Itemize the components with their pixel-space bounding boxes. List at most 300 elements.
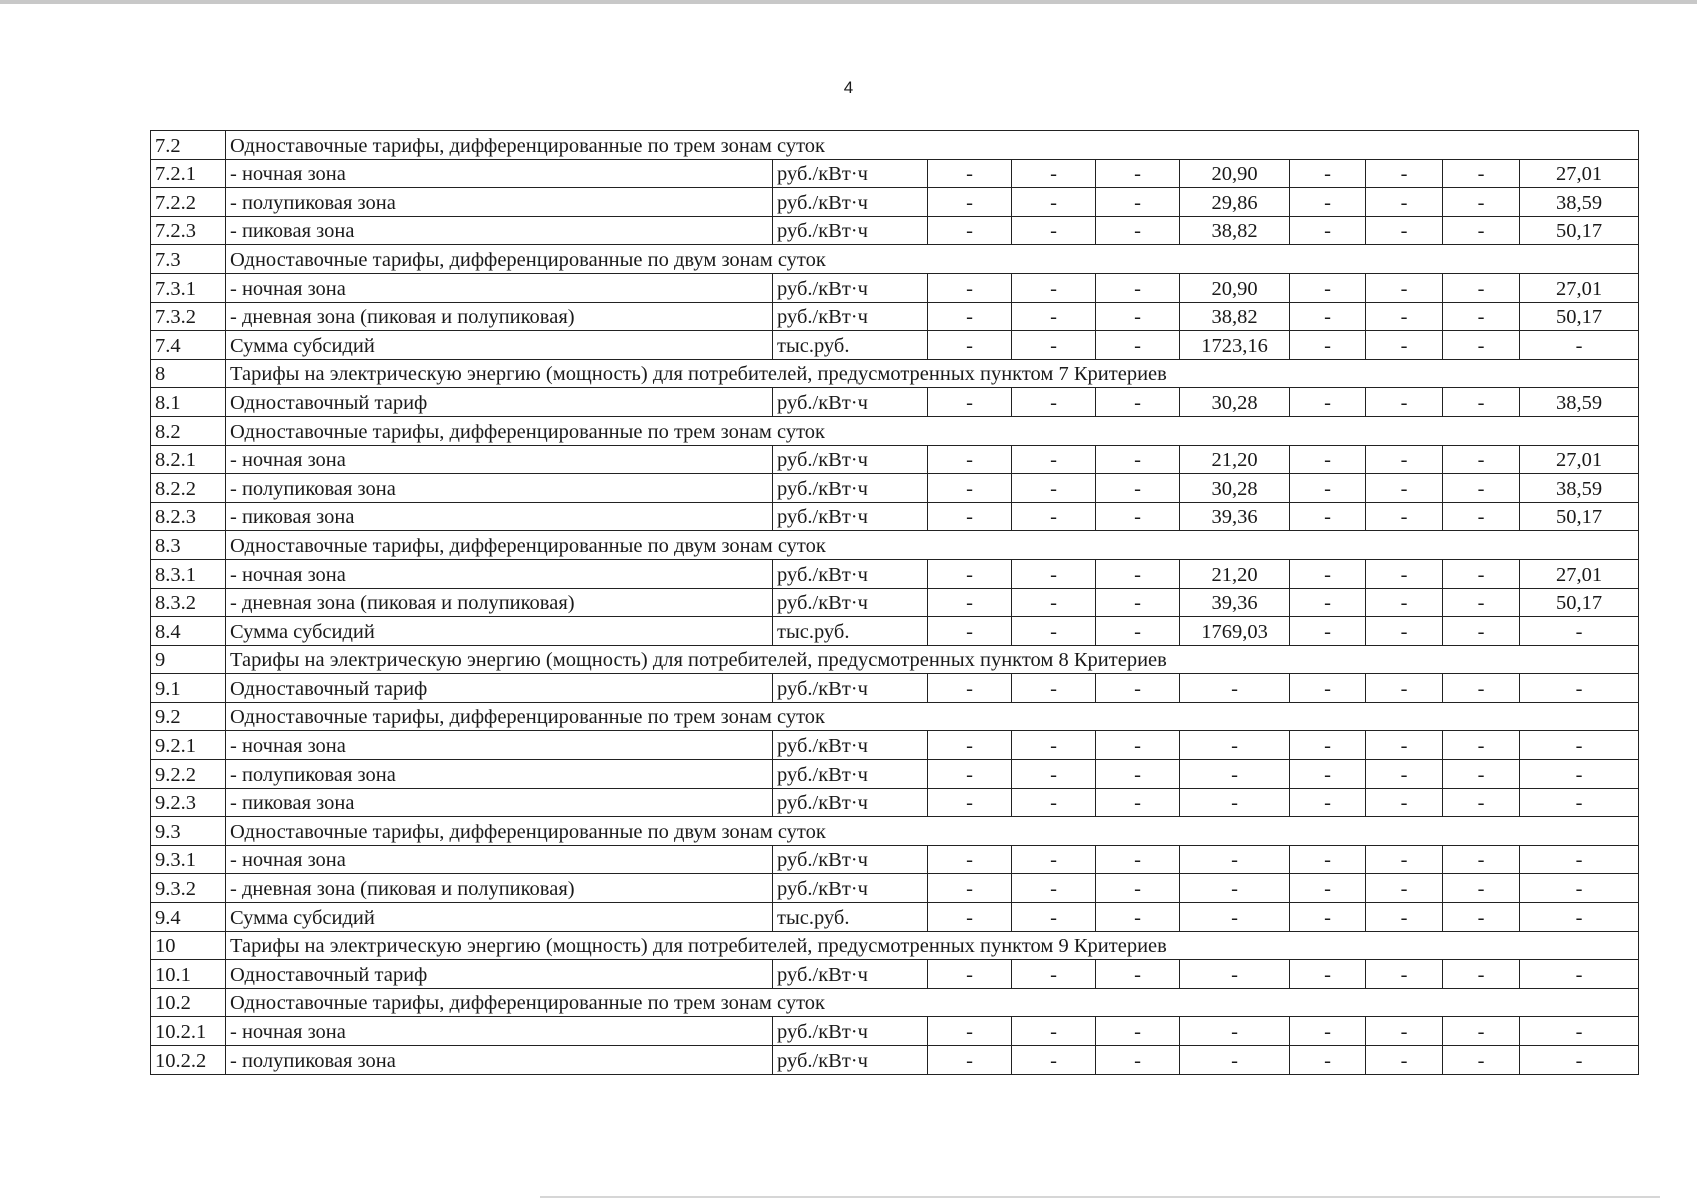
table-row bbox=[151, 188, 1639, 217]
value-cell: - bbox=[1443, 617, 1520, 646]
table-row bbox=[151, 903, 1639, 932]
value-cell: - bbox=[1290, 445, 1366, 474]
row-label: - полупиковая зона bbox=[226, 760, 773, 789]
value-cell: - bbox=[1290, 159, 1366, 188]
table-row bbox=[151, 273, 1639, 302]
value-cell: - bbox=[1096, 559, 1180, 588]
value-cell: - bbox=[928, 273, 1012, 302]
value-cell: - bbox=[1012, 273, 1096, 302]
value-cell: - bbox=[1443, 559, 1520, 588]
unit-cell: руб./кВт·ч bbox=[773, 788, 928, 817]
section-title: Одноставочные тарифы, дифференцированные по трем зонам суток bbox=[226, 416, 1639, 445]
value-cell: - bbox=[1290, 331, 1366, 360]
value-cell: 29,86 bbox=[1180, 188, 1290, 217]
row-number: 8.2.3 bbox=[151, 502, 226, 531]
value-cell: 27,01 bbox=[1520, 159, 1639, 188]
value-cell: 21,20 bbox=[1180, 445, 1290, 474]
value-cell: - bbox=[1290, 617, 1366, 646]
row-label: - пиковая зона bbox=[226, 502, 773, 531]
value-cell: - bbox=[1096, 445, 1180, 474]
value-cell: - bbox=[1520, 1017, 1639, 1046]
value-cell: - bbox=[1366, 1046, 1443, 1075]
row-number: 9.2.2 bbox=[151, 760, 226, 789]
row-number: 7.4 bbox=[151, 331, 226, 360]
value-cell: 38,59 bbox=[1520, 474, 1639, 503]
value-cell: 38,82 bbox=[1180, 216, 1290, 245]
unit-cell: руб./кВт·ч bbox=[773, 674, 928, 703]
section-row bbox=[151, 531, 1639, 560]
value-cell: - bbox=[1520, 1046, 1639, 1075]
value-cell: - bbox=[1290, 874, 1366, 903]
value-cell: - bbox=[928, 1046, 1012, 1075]
value-cell: - bbox=[1096, 845, 1180, 874]
value-cell: - bbox=[1096, 474, 1180, 503]
table-row bbox=[151, 731, 1639, 760]
row-label: - ночная зона bbox=[226, 559, 773, 588]
row-label: - пиковая зона bbox=[226, 216, 773, 245]
tariff-table bbox=[150, 130, 1639, 1075]
value-cell: - bbox=[1443, 1046, 1520, 1075]
value-cell: 39,36 bbox=[1180, 502, 1290, 531]
row-number: 7.3.2 bbox=[151, 302, 226, 331]
row-number: 8.4 bbox=[151, 617, 226, 646]
value-cell: 38,59 bbox=[1520, 188, 1639, 217]
value-cell: - bbox=[1366, 502, 1443, 531]
value-cell: - bbox=[1290, 388, 1366, 417]
unit-cell: тыс.руб. bbox=[773, 617, 928, 646]
row-number: 8.3.2 bbox=[151, 588, 226, 617]
table-row bbox=[151, 388, 1639, 417]
value-cell: - bbox=[1096, 674, 1180, 703]
section-title: Тарифы на электрическую энергию (мощность) для потребителей, предусмотренных пунктом 7 Критериев bbox=[226, 359, 1639, 388]
row-number: 9.3 bbox=[151, 817, 226, 846]
row-number: 7.2.3 bbox=[151, 216, 226, 245]
value-cell: - bbox=[1012, 216, 1096, 245]
value-cell: - bbox=[1290, 302, 1366, 331]
value-cell: - bbox=[1443, 159, 1520, 188]
row-label: - ночная зона bbox=[226, 445, 773, 474]
value-cell: - bbox=[928, 188, 1012, 217]
value-cell: - bbox=[1366, 388, 1443, 417]
table-row bbox=[151, 617, 1639, 646]
table-row bbox=[151, 559, 1639, 588]
value-cell: - bbox=[1520, 845, 1639, 874]
value-cell: - bbox=[1180, 874, 1290, 903]
value-cell: - bbox=[1180, 845, 1290, 874]
value-cell: - bbox=[1443, 302, 1520, 331]
value-cell: - bbox=[1290, 1046, 1366, 1075]
row-label: Одноставочный тариф bbox=[226, 674, 773, 703]
section-row bbox=[151, 245, 1639, 274]
value-cell: - bbox=[1366, 903, 1443, 932]
value-cell: - bbox=[928, 588, 1012, 617]
value-cell: - bbox=[928, 388, 1012, 417]
value-cell: - bbox=[1096, 331, 1180, 360]
value-cell: - bbox=[1290, 1017, 1366, 1046]
value-cell: - bbox=[1290, 674, 1366, 703]
row-label: Сумма субсидий bbox=[226, 617, 773, 646]
section-title: Одноставочные тарифы, дифференцированные по трем зонам суток bbox=[226, 131, 1639, 160]
unit-cell: руб./кВт·ч bbox=[773, 960, 928, 989]
value-cell: - bbox=[1180, 1046, 1290, 1075]
section-title: Одноставочные тарифы, дифференцированные по двум зонам суток bbox=[226, 531, 1639, 560]
row-label: - ночная зона bbox=[226, 731, 773, 760]
table-row bbox=[151, 960, 1639, 989]
value-cell: - bbox=[1443, 874, 1520, 903]
value-cell: - bbox=[928, 760, 1012, 789]
value-cell: - bbox=[1290, 903, 1366, 932]
value-cell: - bbox=[1366, 302, 1443, 331]
row-number: 10.1 bbox=[151, 960, 226, 989]
value-cell: - bbox=[928, 559, 1012, 588]
value-cell: - bbox=[1366, 960, 1443, 989]
value-cell: - bbox=[1096, 302, 1180, 331]
value-cell: - bbox=[1096, 760, 1180, 789]
value-cell: - bbox=[1290, 845, 1366, 874]
row-number: 10.2.2 bbox=[151, 1046, 226, 1075]
row-number: 10.2 bbox=[151, 988, 226, 1017]
table-row bbox=[151, 502, 1639, 531]
value-cell: - bbox=[1290, 960, 1366, 989]
row-label: Сумма субсидий bbox=[226, 903, 773, 932]
value-cell: - bbox=[1012, 617, 1096, 646]
value-cell: - bbox=[1012, 845, 1096, 874]
value-cell: - bbox=[1012, 674, 1096, 703]
value-cell: - bbox=[1366, 188, 1443, 217]
value-cell: - bbox=[1520, 874, 1639, 903]
section-row bbox=[151, 359, 1639, 388]
row-number: 7.2.1 bbox=[151, 159, 226, 188]
value-cell: - bbox=[1180, 760, 1290, 789]
value-cell: - bbox=[928, 960, 1012, 989]
value-cell: - bbox=[1520, 960, 1639, 989]
value-cell: - bbox=[1520, 760, 1639, 789]
unit-cell: руб./кВт·ч bbox=[773, 302, 928, 331]
value-cell: - bbox=[1096, 588, 1180, 617]
value-cell: - bbox=[1012, 760, 1096, 789]
value-cell: 39,36 bbox=[1180, 588, 1290, 617]
value-cell: - bbox=[1443, 760, 1520, 789]
value-cell: - bbox=[1366, 1017, 1443, 1046]
value-cell: - bbox=[1012, 788, 1096, 817]
value-cell: - bbox=[1290, 559, 1366, 588]
value-cell: 50,17 bbox=[1520, 302, 1639, 331]
value-cell: 30,28 bbox=[1180, 388, 1290, 417]
table-row bbox=[151, 474, 1639, 503]
row-number: 7.3.1 bbox=[151, 273, 226, 302]
section-title: Одноставочные тарифы, дифференцированные по двум зонам суток bbox=[226, 817, 1639, 846]
unit-cell: руб./кВт·ч bbox=[773, 588, 928, 617]
value-cell: - bbox=[1443, 273, 1520, 302]
value-cell: - bbox=[1290, 188, 1366, 217]
value-cell: - bbox=[1366, 474, 1443, 503]
row-label: - дневная зона (пиковая и полупиковая) bbox=[226, 874, 773, 903]
value-cell: - bbox=[1443, 445, 1520, 474]
unit-cell: руб./кВт·ч bbox=[773, 1046, 928, 1075]
value-cell: - bbox=[1290, 216, 1366, 245]
section-row bbox=[151, 702, 1639, 731]
table-row bbox=[151, 874, 1639, 903]
unit-cell: руб./кВт·ч bbox=[773, 559, 928, 588]
row-label: - полупиковая зона bbox=[226, 188, 773, 217]
value-cell: - bbox=[928, 874, 1012, 903]
section-title: Тарифы на электрическую энергию (мощность) для потребителей, предусмотренных пунктом 9 Критериев bbox=[226, 931, 1639, 960]
value-cell: - bbox=[1096, 788, 1180, 817]
row-number: 9.3.2 bbox=[151, 874, 226, 903]
value-cell: - bbox=[1290, 731, 1366, 760]
row-label: - полупиковая зона bbox=[226, 1046, 773, 1075]
row-number: 9.4 bbox=[151, 903, 226, 932]
tariff-table-body bbox=[151, 131, 1639, 1075]
section-row bbox=[151, 645, 1639, 674]
value-cell: - bbox=[1290, 788, 1366, 817]
row-label: - ночная зона bbox=[226, 273, 773, 302]
unit-cell: руб./кВт·ч bbox=[773, 159, 928, 188]
table-row bbox=[151, 845, 1639, 874]
row-number: 9.2 bbox=[151, 702, 226, 731]
value-cell: - bbox=[1012, 502, 1096, 531]
value-cell: - bbox=[1443, 331, 1520, 360]
row-number: 7.2.2 bbox=[151, 188, 226, 217]
row-label: - полупиковая зона bbox=[226, 474, 773, 503]
value-cell: - bbox=[1012, 302, 1096, 331]
value-cell: - bbox=[928, 331, 1012, 360]
section-row bbox=[151, 416, 1639, 445]
value-cell: - bbox=[928, 216, 1012, 245]
value-cell: - bbox=[928, 788, 1012, 817]
value-cell: 21,20 bbox=[1180, 559, 1290, 588]
row-number: 10.2.1 bbox=[151, 1017, 226, 1046]
value-cell: - bbox=[1012, 559, 1096, 588]
table-row bbox=[151, 445, 1639, 474]
section-title: Одноставочные тарифы, дифференцированные по трем зонам суток bbox=[226, 988, 1639, 1017]
value-cell: - bbox=[1096, 903, 1180, 932]
value-cell: - bbox=[928, 159, 1012, 188]
unit-cell: руб./кВт·ч bbox=[773, 388, 928, 417]
value-cell: - bbox=[928, 502, 1012, 531]
value-cell: - bbox=[1520, 331, 1639, 360]
unit-cell: руб./кВт·ч bbox=[773, 1017, 928, 1046]
value-cell: - bbox=[1096, 874, 1180, 903]
value-cell: - bbox=[1012, 588, 1096, 617]
value-cell: - bbox=[1096, 1017, 1180, 1046]
value-cell: - bbox=[1012, 331, 1096, 360]
row-number: 8.2 bbox=[151, 416, 226, 445]
table-row bbox=[151, 1017, 1639, 1046]
value-cell: - bbox=[1520, 903, 1639, 932]
table-row bbox=[151, 216, 1639, 245]
unit-cell: руб./кВт·ч bbox=[773, 445, 928, 474]
row-number: 9.1 bbox=[151, 674, 226, 703]
value-cell: - bbox=[1520, 731, 1639, 760]
row-number: 9 bbox=[151, 645, 226, 674]
value-cell: 27,01 bbox=[1520, 273, 1639, 302]
value-cell: - bbox=[1096, 960, 1180, 989]
value-cell: - bbox=[1012, 188, 1096, 217]
row-number: 7.3 bbox=[151, 245, 226, 274]
table-row bbox=[151, 331, 1639, 360]
value-cell: - bbox=[1096, 216, 1180, 245]
table-row bbox=[151, 788, 1639, 817]
row-label: - ночная зона bbox=[226, 845, 773, 874]
value-cell: - bbox=[1290, 588, 1366, 617]
value-cell: - bbox=[1180, 960, 1290, 989]
value-cell: - bbox=[1012, 731, 1096, 760]
row-label: - ночная зона bbox=[226, 159, 773, 188]
table-row bbox=[151, 302, 1639, 331]
value-cell: - bbox=[1366, 159, 1443, 188]
row-number: 7.2 bbox=[151, 131, 226, 160]
section-title: Одноставочные тарифы, дифференцированные по двум зонам суток bbox=[226, 245, 1639, 274]
value-cell: - bbox=[1366, 216, 1443, 245]
unit-cell: руб./кВт·ч bbox=[773, 874, 928, 903]
value-cell: - bbox=[1096, 159, 1180, 188]
value-cell: - bbox=[1290, 474, 1366, 503]
value-cell: 1769,03 bbox=[1180, 617, 1290, 646]
unit-cell: руб./кВт·ч bbox=[773, 502, 928, 531]
value-cell: - bbox=[1180, 903, 1290, 932]
value-cell: - bbox=[1290, 273, 1366, 302]
value-cell: - bbox=[1096, 731, 1180, 760]
value-cell: - bbox=[1366, 788, 1443, 817]
value-cell: - bbox=[928, 674, 1012, 703]
value-cell: - bbox=[928, 302, 1012, 331]
row-number: 8.2.2 bbox=[151, 474, 226, 503]
value-cell: 20,90 bbox=[1180, 159, 1290, 188]
value-cell: 50,17 bbox=[1520, 502, 1639, 531]
row-number: 9.2.3 bbox=[151, 788, 226, 817]
row-number: 10 bbox=[151, 931, 226, 960]
section-row bbox=[151, 931, 1639, 960]
value-cell: - bbox=[1290, 760, 1366, 789]
row-number: 9.3.1 bbox=[151, 845, 226, 874]
table-row bbox=[151, 760, 1639, 789]
unit-cell: руб./кВт·ч bbox=[773, 474, 928, 503]
value-cell: 50,17 bbox=[1520, 588, 1639, 617]
value-cell: - bbox=[1520, 617, 1639, 646]
value-cell: 50,17 bbox=[1520, 216, 1639, 245]
value-cell: - bbox=[1012, 445, 1096, 474]
value-cell: - bbox=[1443, 216, 1520, 245]
value-cell: - bbox=[1012, 1046, 1096, 1075]
value-cell: - bbox=[1366, 674, 1443, 703]
value-cell: 38,82 bbox=[1180, 302, 1290, 331]
value-cell: - bbox=[1443, 845, 1520, 874]
value-cell: - bbox=[928, 617, 1012, 646]
scan-bottom-edge bbox=[540, 1196, 1660, 1198]
section-title: Тарифы на электрическую энергию (мощность) для потребителей, предусмотренных пунктом 8 Критериев bbox=[226, 645, 1639, 674]
value-cell: - bbox=[1443, 474, 1520, 503]
row-label: Одноставочный тариф bbox=[226, 388, 773, 417]
value-cell: - bbox=[1443, 960, 1520, 989]
value-cell: - bbox=[1012, 1017, 1096, 1046]
value-cell: - bbox=[1366, 760, 1443, 789]
value-cell: - bbox=[1520, 788, 1639, 817]
row-label: - ночная зона bbox=[226, 1017, 773, 1046]
section-row bbox=[151, 817, 1639, 846]
value-cell: - bbox=[1180, 674, 1290, 703]
value-cell: - bbox=[1443, 188, 1520, 217]
value-cell: 20,90 bbox=[1180, 273, 1290, 302]
row-number: 8.3 bbox=[151, 531, 226, 560]
value-cell: - bbox=[928, 731, 1012, 760]
section-row bbox=[151, 988, 1639, 1017]
value-cell: - bbox=[1096, 388, 1180, 417]
value-cell: - bbox=[1012, 159, 1096, 188]
value-cell: 1723,16 bbox=[1180, 331, 1290, 360]
value-cell: - bbox=[1366, 559, 1443, 588]
value-cell: 38,59 bbox=[1520, 388, 1639, 417]
value-cell: - bbox=[1366, 874, 1443, 903]
row-number: 8.3.1 bbox=[151, 559, 226, 588]
value-cell: - bbox=[928, 445, 1012, 474]
value-cell: - bbox=[1366, 445, 1443, 474]
table-row bbox=[151, 1046, 1639, 1075]
row-label: Сумма субсидий bbox=[226, 331, 773, 360]
value-cell: - bbox=[1443, 588, 1520, 617]
section-row bbox=[151, 131, 1639, 160]
value-cell: - bbox=[1180, 731, 1290, 760]
value-cell: - bbox=[1443, 731, 1520, 760]
value-cell: - bbox=[1290, 502, 1366, 531]
table-row bbox=[151, 159, 1639, 188]
value-cell: - bbox=[1520, 674, 1639, 703]
value-cell: - bbox=[1096, 1046, 1180, 1075]
row-number: 9.2.1 bbox=[151, 731, 226, 760]
value-cell: - bbox=[1012, 388, 1096, 417]
value-cell: - bbox=[1180, 788, 1290, 817]
value-cell: - bbox=[1443, 903, 1520, 932]
row-number: 8.1 bbox=[151, 388, 226, 417]
row-label: - дневная зона (пиковая и полупиковая) bbox=[226, 588, 773, 617]
scan-top-edge bbox=[0, 0, 1697, 4]
row-label: - пиковая зона bbox=[226, 788, 773, 817]
unit-cell: руб./кВт·ч bbox=[773, 760, 928, 789]
value-cell: - bbox=[1443, 388, 1520, 417]
row-number: 8.2.1 bbox=[151, 445, 226, 474]
value-cell: 27,01 bbox=[1520, 445, 1639, 474]
unit-cell: руб./кВт·ч bbox=[773, 273, 928, 302]
row-number: 8 bbox=[151, 359, 226, 388]
section-title: Одноставочные тарифы, дифференцированные по трем зонам суток bbox=[226, 702, 1639, 731]
value-cell: - bbox=[1096, 502, 1180, 531]
page-number: 4 bbox=[843, 78, 854, 97]
value-cell: 30,28 bbox=[1180, 474, 1290, 503]
value-cell: - bbox=[1366, 617, 1443, 646]
value-cell: - bbox=[1443, 502, 1520, 531]
value-cell: - bbox=[1012, 960, 1096, 989]
unit-cell: тыс.руб. bbox=[773, 331, 928, 360]
value-cell: - bbox=[1366, 731, 1443, 760]
value-cell: - bbox=[1366, 273, 1443, 302]
value-cell: - bbox=[928, 1017, 1012, 1046]
value-cell: - bbox=[1096, 188, 1180, 217]
value-cell: - bbox=[1443, 674, 1520, 703]
value-cell: - bbox=[1366, 331, 1443, 360]
value-cell: - bbox=[928, 845, 1012, 874]
row-label: Одноставочный тариф bbox=[226, 960, 773, 989]
value-cell: - bbox=[928, 474, 1012, 503]
value-cell: - bbox=[1012, 903, 1096, 932]
value-cell: 27,01 bbox=[1520, 559, 1639, 588]
table-row bbox=[151, 674, 1639, 703]
value-cell: - bbox=[1096, 617, 1180, 646]
value-cell: - bbox=[1012, 474, 1096, 503]
value-cell: - bbox=[1443, 788, 1520, 817]
unit-cell: руб./кВт·ч bbox=[773, 188, 928, 217]
table-row bbox=[151, 588, 1639, 617]
unit-cell: руб./кВт·ч bbox=[773, 731, 928, 760]
